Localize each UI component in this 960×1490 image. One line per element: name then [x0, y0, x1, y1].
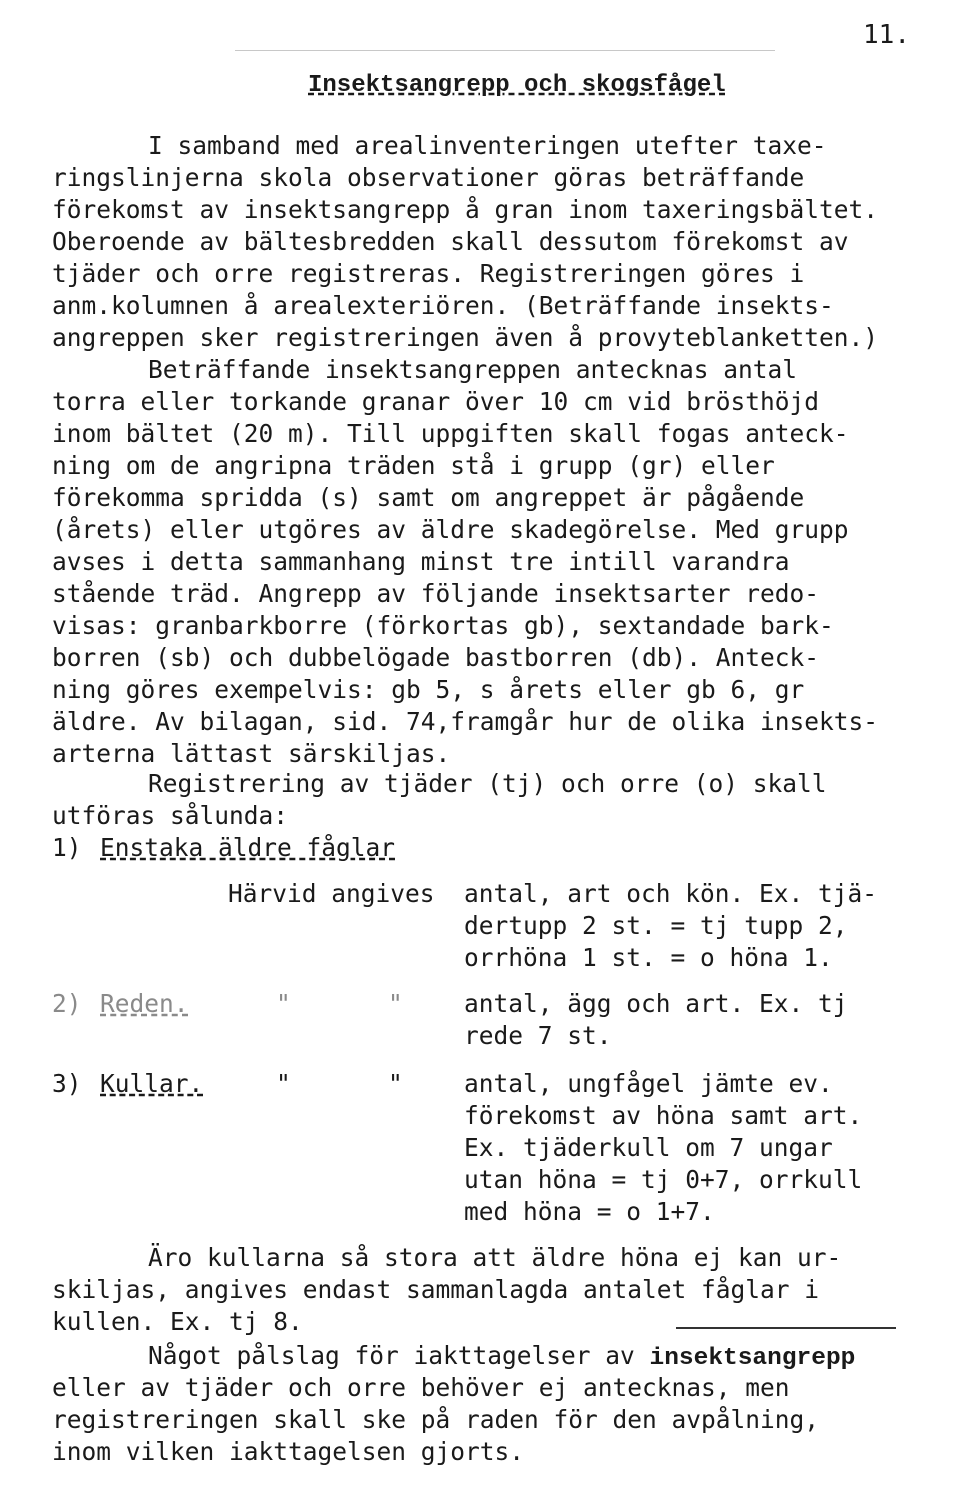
item-text-line: förekomst av höna samt art. — [464, 1101, 863, 1130]
paragraph-line: eller av tjäder och orre behöver ej antecknas, men — [52, 1373, 790, 1402]
paragraph-line: ringslinjerna skola observationer göras beträffande — [52, 163, 805, 192]
paragraph-line: inom vilken iakttagelsen gjorts. — [52, 1437, 525, 1466]
paragraph-text: Något pålslag för iakttagelser av — [148, 1341, 650, 1370]
ditto-mark: " — [276, 989, 291, 1018]
paragraph-line: Oberoende av bältesbredden skall dessutom förekomst av — [52, 227, 849, 256]
paragraph-line: stående träd. Angrepp av följande insektsarter redo- — [52, 579, 820, 608]
paragraph-line: torra eller torkande granar över 10 cm vid brösthöjd — [52, 387, 820, 416]
item-text-line: antal, ägg och art. Ex. tj — [464, 989, 848, 1018]
item-number: 3) — [52, 1069, 82, 1098]
item-text-line: antal, art och kön. Ex. tjä- — [464, 879, 878, 908]
paragraph-line: inom bältet (20 m). Till uppgiften skall fogas anteck- — [52, 419, 849, 448]
item-number: 2) — [52, 989, 82, 1018]
item-label: Enstaka äldre fåglar — [100, 833, 396, 862]
paragraph-line: angreppen sker registreringen även å provyteblanketten.) — [52, 323, 879, 352]
item-text-line: rede 7 st. — [464, 1021, 612, 1050]
emphasis-text: insektsangrepp — [649, 1345, 856, 1372]
paragraph-line: tjäder och orre registreras. Registreringen göres i — [52, 259, 805, 288]
paragraph-line: utföras sålunda: — [52, 801, 289, 830]
underline-rule — [676, 1327, 896, 1329]
item-label: Reden. — [100, 989, 189, 1018]
paragraph-line: förekomma spridda (s) samt om angreppet är pågående — [52, 483, 805, 512]
paragraph-line: visas: granbarkborre (förkortas gb), sextandade bark- — [52, 611, 834, 640]
paragraph-line — [148, 1340, 855, 1375]
ditto-mark: " — [388, 989, 403, 1018]
paragraph-line: förekomst av insektsangrepp å gran inom taxeringsbältet. — [52, 195, 879, 224]
paragraph-line: skiljas, angives endast sammanlagda antalet fåglar i — [52, 1275, 820, 1304]
ditto-mark: " — [276, 1069, 291, 1098]
item-text-line: dertupp 2 st. = tj tupp 2, — [464, 911, 848, 940]
paragraph-line: borren (sb) och dubbelögade bastborren (db). Anteck- — [52, 643, 820, 672]
item-label: Kullar. — [100, 1069, 204, 1098]
item-text-line: utan höna = tj 0+7, orrkull — [464, 1165, 863, 1194]
paragraph-line: Äro kullarna så stora att äldre höna ej kan ur- — [148, 1243, 842, 1272]
paragraph-line: äldre. Av bilagan, sid. 74,framgår hur de olika insekts- — [52, 707, 879, 736]
paragraph-line: anm.kolumnen å arealexteriören. (Beträffande insekts- — [52, 291, 834, 320]
item-text-line: antal, ungfågel jämte ev. — [464, 1069, 833, 1098]
paragraph-line: kullen. Ex. tj 8. — [52, 1307, 303, 1336]
item-number: 1) — [52, 833, 82, 862]
item-text-line: Ex. tjäderkull om 7 ungar — [464, 1133, 833, 1162]
paragraph-line: Registrering av tjäder (tj) och orre (o) skall — [148, 769, 827, 798]
paragraph-line: avses i detta sammanhang minst tre intill varandra — [52, 547, 790, 576]
paragraph-line: registreringen skall ske på raden för den avpålning, — [52, 1405, 820, 1434]
page-title: Insektsangrepp och skogsfågel — [308, 72, 726, 99]
paragraph-line: Beträffande insektsangreppen antecknas antal — [148, 355, 798, 384]
paragraph-line: ning om de angripna träden stå i grupp (gr) eller — [52, 451, 775, 480]
paragraph-line: ning göres exempelvis: gb 5, s årets eller gb 6, gr — [52, 675, 805, 704]
paragraph-line: I samband med arealinventeringen utefter taxe- — [148, 131, 827, 160]
item-lead: Härvid angives — [228, 879, 435, 908]
paragraph-line: (årets) eller utgöres av äldre skadegörelse. Med grupp — [52, 515, 849, 544]
page-number: 11. — [863, 20, 910, 50]
paragraph-line: arterna lättast särskiljas. — [52, 739, 451, 768]
ditto-mark: " — [388, 1069, 403, 1098]
item-text-line: orrhöna 1 st. = o höna 1. — [464, 943, 833, 972]
header-rule — [235, 50, 775, 51]
item-text-line: med höna = o 1+7. — [464, 1197, 715, 1226]
